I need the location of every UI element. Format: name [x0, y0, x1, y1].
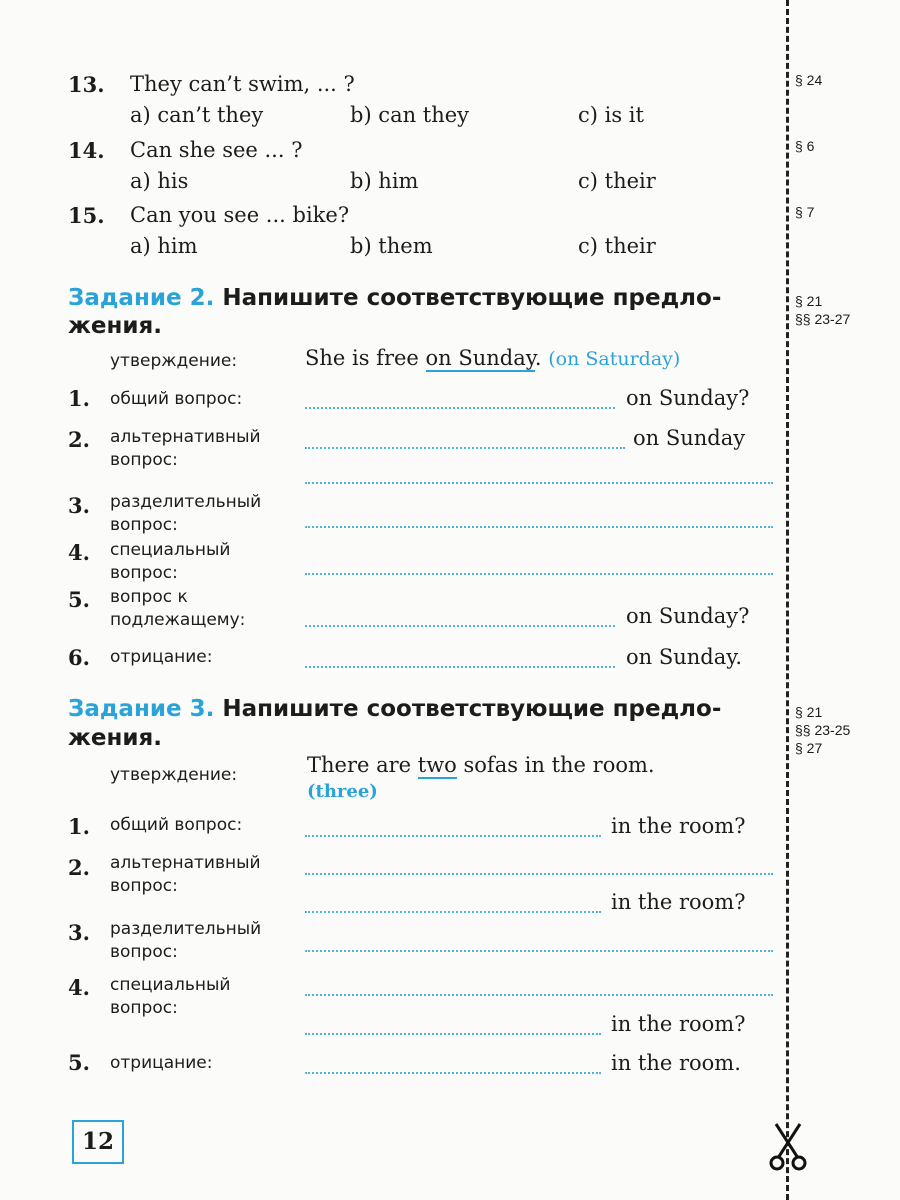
- option-c: c) is it: [578, 103, 644, 127]
- ref: § 24: [795, 72, 823, 88]
- ref: § 6: [795, 138, 815, 154]
- ref: § 27: [795, 740, 823, 756]
- option-a: a) his: [130, 169, 189, 193]
- task3-heading-cont: жения.: [68, 725, 162, 751]
- task3-statement: There are two sofas in the room.: [307, 753, 655, 777]
- answer-line[interactable]: [305, 666, 615, 668]
- answer-line[interactable]: [305, 994, 773, 996]
- ref: § 21: [795, 704, 823, 720]
- answer-line[interactable]: [305, 873, 773, 875]
- ref: §§ 23-27: [795, 311, 851, 327]
- answer-line[interactable]: [305, 625, 615, 627]
- option-c: c) their: [578, 169, 656, 193]
- ref: §§ 23-25: [795, 722, 851, 738]
- answer-line[interactable]: [305, 1033, 601, 1035]
- answer-line[interactable]: [305, 835, 601, 837]
- cut-line: [786, 0, 789, 1200]
- option-b: b) can they: [350, 103, 470, 127]
- task2-heading: Задание 2. Напишите соответствующие предло-: [68, 285, 722, 311]
- page-number: 12: [72, 1120, 124, 1164]
- option-a: a) can’t they: [130, 103, 264, 127]
- ref: § 21: [795, 293, 823, 309]
- option-a: a) him: [130, 234, 198, 258]
- answer-line[interactable]: [305, 407, 615, 409]
- answer-line[interactable]: [305, 526, 773, 528]
- option-b: b) him: [350, 169, 419, 193]
- option-b: b) them: [350, 234, 433, 258]
- task3-heading: Задание 3. Напишите соответствующие предло-: [68, 696, 722, 722]
- ref: § 7: [795, 204, 815, 220]
- answer-line[interactable]: [305, 950, 773, 952]
- option-c: c) their: [578, 234, 656, 258]
- answer-line[interactable]: [305, 1072, 601, 1074]
- answer-line[interactable]: [305, 482, 773, 484]
- scissors-icon: [768, 1122, 808, 1172]
- answer-line[interactable]: [305, 911, 601, 913]
- answer-line[interactable]: [305, 573, 773, 575]
- task2-statement: She is free on Sunday. (on Saturday): [305, 346, 681, 370]
- answer-line[interactable]: [305, 447, 625, 449]
- task2-heading-cont: жения.: [68, 313, 162, 339]
